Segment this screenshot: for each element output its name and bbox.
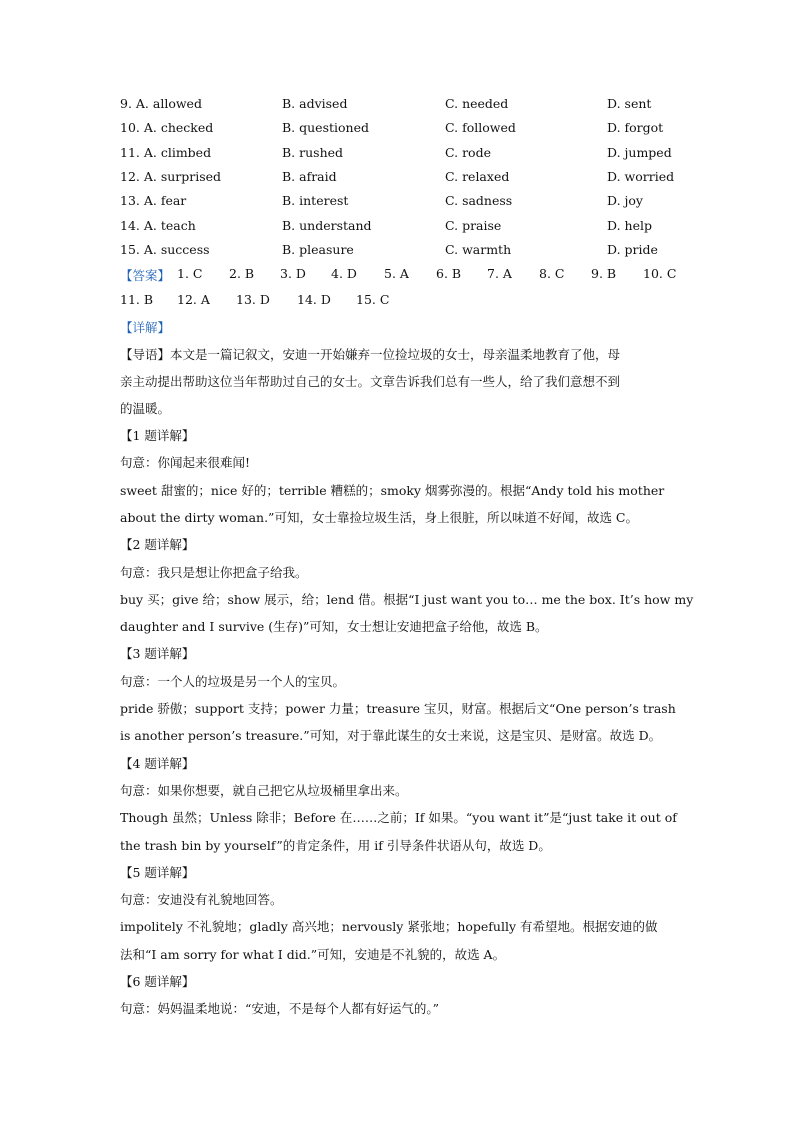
answer-item: 15. C xyxy=(356,292,390,307)
answer-item: 4. D xyxy=(331,266,357,281)
option-cell: C. sadness xyxy=(445,193,513,209)
option-cell: D. forgot xyxy=(607,120,664,136)
option-cell: B. afraid xyxy=(282,168,337,184)
option-cell: C. relaxed xyxy=(445,168,510,184)
option-cell: D. joy xyxy=(607,193,643,209)
option-cell: D. help xyxy=(607,217,652,233)
detail-line: 句意：妈妈温柔地说：“安迪，不是每个人都有好运气的。” xyxy=(120,1001,440,1017)
intro-line-1: 【导语】本文是一篇记叙文，安迪一开始嫌弃一位捡垃圾的女士，母亲温柔地教育了他，母 xyxy=(120,347,621,362)
option-cell: B. interest xyxy=(282,193,349,209)
answer-item: 5. A xyxy=(384,266,409,281)
detail-heading: 【详解】 xyxy=(120,320,171,335)
detail-line: 句意：你闻起来很难闻! xyxy=(120,455,251,471)
option-cell: 9. A. allowed xyxy=(120,96,202,111)
option-cell: C. needed xyxy=(445,96,509,111)
option-cell: D. jumped xyxy=(607,144,672,160)
detail-line: Though 虽然；Unless 除非；Before 在……之前；If 如果。“you want it”是“just take it out of xyxy=(120,810,677,826)
detail-line: 句意：如果你想要，就自己把它从垃圾桶里拿出来。 xyxy=(120,782,408,798)
answer-item: 3. D xyxy=(280,266,306,281)
option-cell: D. pride xyxy=(607,241,658,257)
answer-item: 13. D xyxy=(236,292,270,307)
answer-item: 12. A xyxy=(177,292,210,307)
option-cell: 14. A. teach xyxy=(120,217,196,233)
section-heading xyxy=(120,318,170,336)
detail-heading-4: 【4 题详解】 xyxy=(120,755,195,771)
detail-line: daughter and I survive (生存)”可知，女士想让安迪把盒子给他，故选 B。 xyxy=(120,619,548,635)
detail-line: sweet 甜蜜的；nice 好的；terrible 糟糕的；smoky 烟雾弥漫的。根据“Andy told his mother xyxy=(120,482,665,498)
option-cell: B. pleasure xyxy=(282,241,354,257)
detail-line: 句意：一个人的垃圾是另一个人的宝贝。 xyxy=(120,673,346,689)
detail-line: about the dirty woman.”可知，女士靠捡垃圾生活，身上很脏，所以味道不好闻，故选 C。 xyxy=(120,509,638,525)
option-cell: C. warmth xyxy=(445,241,512,257)
option-cell: 10. A. checked xyxy=(120,120,214,136)
detail-line: the trash bin by yourself”的肯定条件，用 if 引导条件状语从句，故选 D。 xyxy=(120,837,551,853)
detail-heading-2: 【2 题详解】 xyxy=(120,537,195,553)
answer-item: 14. D xyxy=(297,292,331,307)
detail-heading-1: 【1 题详解】 xyxy=(120,428,195,443)
option-cell: D. worried xyxy=(607,168,675,184)
answer-item: 6. B xyxy=(436,266,462,281)
detail-line: is another person’s treasure.”可知，对于靠此谋生的女士来说，这是宝贝、是财富。故选 D。 xyxy=(120,728,662,744)
answer-item: 1. C xyxy=(177,266,203,281)
detail-line: 句意：我只是想让你把盒子给我。 xyxy=(120,564,308,580)
option-cell: B. questioned xyxy=(282,120,369,136)
answer-item: 8. C xyxy=(539,266,565,281)
detail-line: pride 骄傲；support 支持；power 力量；treasure 宝贝，财富。根据后文“One person’s trash xyxy=(120,701,676,716)
option-cell: 13. A. fear xyxy=(120,193,187,209)
detail-heading-5: 【5 题详解】 xyxy=(120,864,195,880)
option-cell: B. rushed xyxy=(282,144,344,160)
answer-label: 【答案】 xyxy=(120,268,171,283)
option-cell: C. rode xyxy=(445,144,491,160)
option-cell: C. praise xyxy=(445,217,502,233)
answer-item: 2. B xyxy=(229,266,255,281)
detail-line: impolitely 不礼貌地；gladly 高兴地；nervously 紧张地；hopefully 有希望地。根据安迪的做 xyxy=(120,919,658,935)
option-cell: B. understand xyxy=(282,217,372,233)
detail-heading-3: 【3 题详解】 xyxy=(120,646,195,662)
option-cell: C. followed xyxy=(445,120,516,136)
answer-item: 9. B xyxy=(591,266,617,281)
answer-item: 10. C xyxy=(643,266,677,281)
detail-line: 法和“I am sorry for what I did.”可知，安迪是不礼貌的，故选 A。 xyxy=(120,946,506,962)
option-cell: 11. A. climbed xyxy=(120,144,212,160)
option-cell: D. sent xyxy=(607,96,652,111)
option-cell: 12. A. surprised xyxy=(120,168,222,184)
option-cell: B. advised xyxy=(282,96,348,111)
answer-item: 7. A xyxy=(487,266,512,281)
option-cell: 15. A. success xyxy=(120,241,210,257)
intro-line-2: 亲主动提出帮助这位当年帮助过自己的女士。文章告诉我们总有一些人，给了我们意想不到 xyxy=(120,374,621,389)
intro-line-3: 的温暖。 xyxy=(120,401,171,416)
detail-line: 句意：安迪没有礼貌地回答。 xyxy=(120,892,283,908)
detail-heading-6: 【6 题详解】 xyxy=(120,974,195,989)
answer-item: 11. B xyxy=(120,292,154,307)
detail-line: buy 买；give 给；show 展示，给；lend 借。根据“I just want you to… me the box. It’s how my xyxy=(120,591,694,607)
